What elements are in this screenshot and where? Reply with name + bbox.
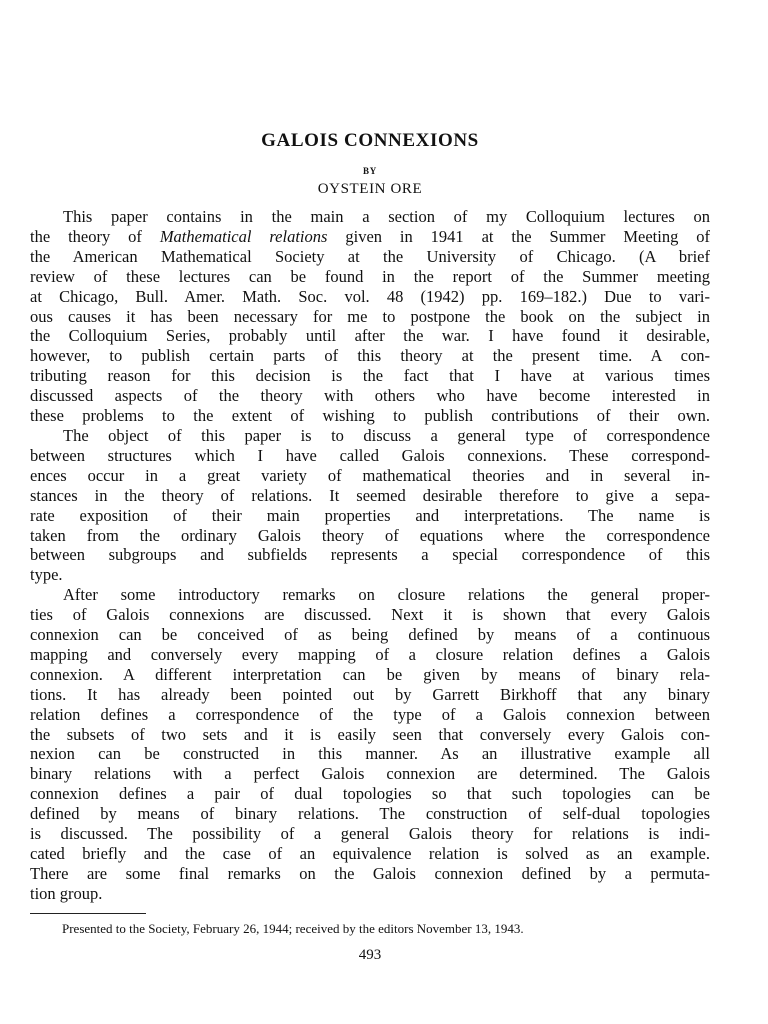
text-line: connexion. A different interpretation can be given by means of binary rela-	[30, 664, 710, 684]
text-line: between structures which I have called Galois connexions. These correspond-	[30, 445, 710, 465]
text-line: tributing reason for this decision is the fact that I have at various times	[30, 366, 710, 386]
text-line: tions. It has already been pointed out by Garrett Birkhoff that any binary	[30, 684, 710, 704]
text-line: ences occur in a great variety of mathematical theories and in several in-	[30, 465, 710, 485]
text-line: nexion can be constructed in this manner. As an illustrative example all	[30, 744, 710, 764]
text-line: rate exposition of their main properties and interpretations. The name is	[30, 505, 710, 525]
text-line: connexion defines a pair of dual topologies so that such topologies can be	[30, 784, 710, 804]
text-line: binary relations with a perfect Galois connexion are determined. The Galois	[30, 764, 710, 784]
footnote-divider	[30, 913, 146, 914]
text-line: at Chicago, Bull. Amer. Math. Soc. vol. 48 (1942) pp. 169–182.) Due to vari-	[30, 286, 710, 306]
text-line: This paper contains in the main a section of my Colloquium lectures on	[63, 207, 710, 226]
text-line: tion group.	[30, 883, 103, 903]
text-line: review of these lectures can be found in the report of the Summer meeting	[30, 266, 710, 286]
text-segment: given in 1941 at the Summer Meeting of	[327, 226, 710, 246]
text-line: however, to publish certain parts of this theory at the present time. A con-	[30, 346, 710, 366]
paragraph-summary	[30, 585, 710, 904]
text-line: defined by means of binary relations. The construction of self-dual topologies	[30, 804, 710, 824]
text-segment: the theory of	[30, 226, 160, 246]
paragraph-intro	[30, 207, 710, 426]
text-line: The object of this paper is to discuss a general type of correspondence	[63, 425, 710, 445]
text-line: connexion can be conceived of as being defined by means of a continuous	[30, 625, 710, 645]
italic-title: Mathematical relations	[159, 226, 328, 246]
text-line: is discussed. The possibility of a general Galois theory for relations is indi-	[30, 824, 710, 844]
text-line: mapping and conversely every mapping of a closure relation defines a Galois	[30, 644, 710, 664]
text-line: stances in the theory of relations. It seemed desirable therefore to give a sepa-	[30, 485, 710, 505]
text-line: type.	[30, 565, 63, 585]
text-line: taken from the ordinary Galois theory of equations where the correspondence	[30, 525, 710, 545]
text-line: these problems to the extent of wishing to publish contributions of their own.	[30, 406, 710, 426]
text-line: ties of Galois connexions are discussed. Next it is shown that every Galois	[30, 605, 710, 625]
paper-title: GALOIS CONNEXIONS	[261, 130, 479, 151]
text-line: relation defines a correspondence of the type of a Galois connexion between	[30, 704, 710, 724]
author-name: OYSTEIN ORE	[317, 181, 423, 197]
paragraph-object	[30, 426, 710, 585]
text-line: the Colloquium Series, probably until after the war. I have found it desirable,	[30, 326, 710, 346]
text-line: After some introductory remarks on closure relations the general proper-	[63, 585, 710, 605]
text-line: discussed aspects of the theory with others who have become interested in	[30, 386, 710, 406]
text-line	[30, 227, 710, 247]
text-line: cated briefly and the case of an equivalence relation is solved as an example.	[30, 844, 710, 863]
footnote: Presented to the Society, February 26, 1944; received by the editors November 13, 1943.	[62, 921, 524, 936]
byline-label: BY	[362, 166, 378, 176]
text-line: between subgroups and subfields represents a special correspondence of this	[30, 545, 710, 565]
text-line: the subsets of two sets and it is easily seen that conversely every Galois con-	[30, 724, 710, 744]
text-line: There are some final remarks on the Galois connexion defined by a permuta-	[30, 863, 710, 883]
page-number: 493	[358, 947, 382, 963]
text-line: ous causes it has been necessary for me to postpone the book on the subject in	[30, 306, 710, 326]
text-line: the American Mathematical Society at the University of Chicago. (A brief	[30, 246, 710, 266]
paper-body	[30, 207, 710, 904]
